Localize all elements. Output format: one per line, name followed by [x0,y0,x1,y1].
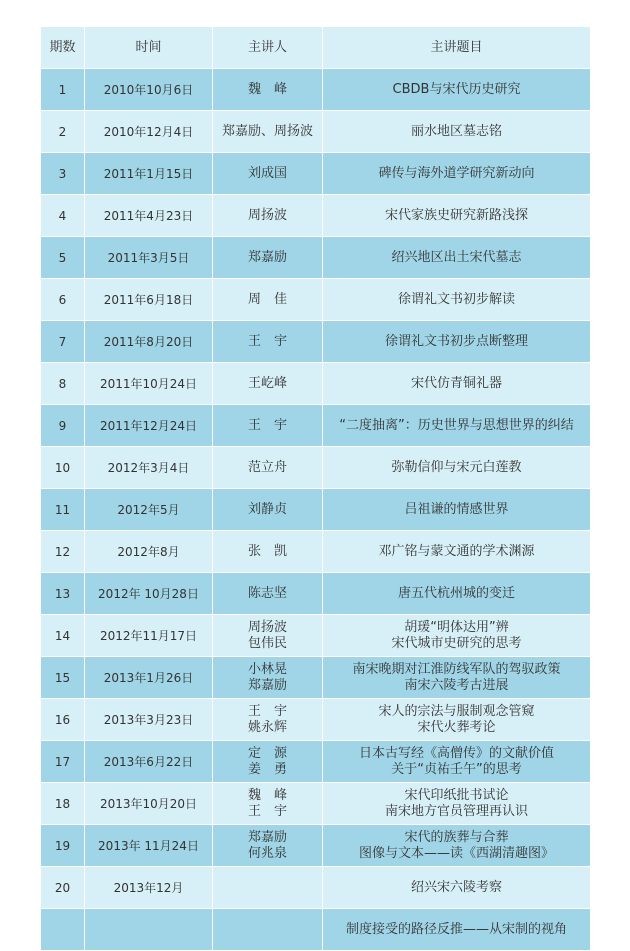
topic-cell [323,615,591,657]
speaker-name: 刘成国 [247,165,287,181]
issue-number-cell [41,867,85,909]
topic-cell [323,237,591,279]
speaker-cell [213,69,323,111]
table-body [41,69,591,951]
topic-title: 徐谓礼文书初步解读 [397,291,515,307]
topic-cell [323,909,591,951]
speaker-cell [213,363,323,405]
issue-number-cell [41,531,85,573]
issue-number: 6 [58,292,67,307]
speaker-name: 何兆泉 [247,845,287,861]
header-issue-no-label: 期数 [49,39,76,55]
date-text: 2013年3月23日 [103,712,194,727]
date-text: 2011年12月24日 [99,418,198,433]
topic-title: 宋代印纸批书试论 [404,787,509,803]
speaker-name: 张 凯 [247,543,287,559]
topic-cell [323,69,591,111]
date-text: 2013年6月22日 [103,754,194,769]
topic-title: 吕祖谦的情感世界 [404,501,509,517]
speaker-cell [213,699,323,741]
table-row [41,825,591,867]
issue-number: 10 [54,460,71,475]
speaker-name: 魏 峰 [247,81,287,97]
issue-number-cell [41,111,85,153]
speaker-cell [213,909,323,951]
table-row [41,69,591,111]
speaker-cell [213,111,323,153]
date-text: 2013年12月 [113,880,184,895]
topic-cell [323,321,591,363]
issue-number-cell [41,699,85,741]
speaker-name: 郑嘉励、周扬波 [221,123,313,139]
speaker-name: 小林晃 [247,661,287,677]
date-cell [85,321,213,363]
speaker-name: 王 宇 [247,703,287,719]
date-cell [85,363,213,405]
issue-number: 16 [54,712,71,727]
topic-cell [323,573,591,615]
topic-title: 弥勒信仰与宋元白莲教 [391,459,522,475]
table-row [41,909,591,951]
issue-number: 18 [54,796,71,811]
date-text: 2011年3月5日 [107,250,190,265]
topic-cell [323,531,591,573]
date-text: 2012年5月 [117,502,180,517]
issue-number-cell [41,783,85,825]
date-cell [85,867,213,909]
speaker-name: 姚永辉 [247,719,287,735]
issue-number-cell [41,741,85,783]
topic-title: 徐谓礼文书初步点断整理 [384,333,528,349]
issue-number-cell [41,321,85,363]
speaker-name: 郑嘉励 [247,249,287,265]
topic-title: 宋代火葬考论 [417,719,496,735]
issue-number: 19 [54,838,71,853]
topic-cell [323,195,591,237]
topic-title: 绍兴地区出土宋代墓志 [391,249,522,265]
header-topic [323,27,591,69]
date-cell [85,699,213,741]
date-cell [85,615,213,657]
issue-number: 15 [54,670,71,685]
issue-number: 12 [54,544,71,559]
table-row [41,867,591,909]
speaker-cell [213,573,323,615]
topic-cell [323,111,591,153]
topic-title: 日本古写经《高僧传》的文献价值 [358,745,554,761]
date-text: 2012年 10月28日 [98,586,199,601]
issue-number: 8 [58,376,67,391]
table-row [41,573,591,615]
speaker-cell [213,489,323,531]
table-row [41,153,591,195]
speaker-cell [213,531,323,573]
date-cell [85,909,213,951]
table-row [41,405,591,447]
speaker-cell [213,195,323,237]
issue-number: 3 [58,166,67,181]
issue-number-cell [41,447,85,489]
topic-title: 宋代仿青铜礼器 [410,375,502,391]
speaker-name: 范立舟 [247,459,287,475]
topic-cell [323,741,591,783]
table-row [41,699,591,741]
speaker-name: 姜 勇 [247,761,287,777]
speaker-name: 包伟民 [247,635,287,651]
speaker-name: 周 佳 [247,291,287,307]
date-cell [85,741,213,783]
issue-number-cell [41,489,85,531]
topic-title: CBDB与宋代历史研究 [392,81,521,97]
date-cell [85,111,213,153]
table-row [41,237,591,279]
topic-title: 宋人的宗法与服制观念管窥 [378,703,535,719]
table-row [41,615,591,657]
issue-number-cell [41,237,85,279]
date-cell [85,195,213,237]
speaker-cell [213,405,323,447]
header-date-label: 时间 [135,39,162,55]
topic-title: 碑传与海外道学研究新动向 [378,165,535,181]
topic-title: 绍兴宋六陵考察 [410,879,502,895]
topic-cell [323,825,591,867]
speaker-name: 陈志坚 [247,585,287,601]
topic-title: 宋代城市史研究的思考 [391,635,522,651]
issue-number: 1 [58,82,67,97]
issue-number-cell [41,405,85,447]
speaker-name: 郑嘉励 [247,829,287,845]
issue-number-cell [41,279,85,321]
date-cell [85,69,213,111]
topic-title: 丽水地区墓志铭 [410,123,502,139]
date-cell [85,531,213,573]
table-row [41,447,591,489]
issue-number: 5 [58,250,67,265]
speaker-name: 郑嘉励 [247,677,287,693]
date-text: 2012年11月17日 [99,628,198,643]
topic-title: 图像与文本——读《西湖清趣图》 [358,845,554,861]
speaker-cell [213,447,323,489]
topic-title: 宋代的族葬与合葬 [404,829,509,845]
topic-title: 邓广铭与蒙文通的学术渊源 [378,543,535,559]
date-text: 2011年6月18日 [103,292,194,307]
table-row [41,741,591,783]
speaker-name: 魏 峰 [247,787,287,803]
topic-cell [323,279,591,321]
table-row [41,531,591,573]
table-row [41,195,591,237]
topic-title: “二度抽离”：历史世界与思想世界的纠结 [339,417,574,433]
table-row [41,783,591,825]
issue-number-cell [41,153,85,195]
topic-cell [323,489,591,531]
speaker-cell [213,783,323,825]
topic-title: 胡瑗“明体达用”辨 [404,619,509,635]
issue-number: 4 [58,208,67,223]
header-speaker [213,27,323,69]
speaker-cell [213,279,323,321]
speaker-cell [213,321,323,363]
topic-cell [323,447,591,489]
speaker-name: 王 宇 [247,417,287,433]
topic-cell [323,405,591,447]
date-cell [85,657,213,699]
issue-number: 17 [54,754,71,769]
header-date [85,27,213,69]
table-row [41,657,591,699]
date-cell [85,279,213,321]
date-text: 2010年12月4日 [103,124,194,139]
speaker-cell [213,153,323,195]
issue-number: 14 [54,628,71,643]
issue-number-cell [41,615,85,657]
table-row [41,363,591,405]
speaker-name: 周扬波 [247,207,287,223]
date-text: 2011年1月15日 [103,166,194,181]
date-cell [85,573,213,615]
speaker-name: 王屹峰 [247,375,287,391]
issue-number-cell [41,825,85,867]
table-row [41,279,591,321]
issue-number-cell [41,363,85,405]
speaker-name: 王 宇 [247,333,287,349]
issue-number: 20 [54,880,71,895]
issue-number: 11 [54,502,71,517]
date-cell [85,447,213,489]
speaker-cell [213,615,323,657]
date-text: 2011年8月20日 [103,334,194,349]
seminar-table-container [40,26,590,951]
speaker-name: 定 源 [247,745,287,761]
topic-title: 制度接受的路径反推——从宋制的视角 [345,921,567,937]
topic-cell [323,657,591,699]
issue-number-cell [41,909,85,951]
header-issue-no [41,27,85,69]
date-cell [85,825,213,867]
topic-cell [323,363,591,405]
topic-title: 南宋六陵考古进展 [404,677,509,693]
speaker-name: 周扬波 [247,619,287,635]
date-text: 2011年4月23日 [103,208,194,223]
table-row [41,489,591,531]
header-speaker-label: 主讲人 [247,39,287,55]
date-text: 2011年10月24日 [99,376,198,391]
date-text: 2012年3月4日 [107,460,190,475]
date-cell [85,405,213,447]
issue-number: 9 [58,418,67,433]
issue-number: 13 [54,586,71,601]
topic-cell [323,867,591,909]
date-text: 2012年8月 [117,544,180,559]
topic-title: 南宋晚期对江淮防线军队的驾驭政策 [352,661,561,677]
date-text: 2013年1月26日 [103,670,194,685]
speaker-cell [213,825,323,867]
speaker-cell [213,867,323,909]
topic-cell [323,699,591,741]
seminar-table [40,26,591,951]
speaker-name: 王 宇 [247,803,287,819]
issue-number-cell [41,69,85,111]
issue-number-cell [41,573,85,615]
topic-title: 关于“贞祐壬午”的思考 [391,761,522,777]
topic-title: 宋代家族史研究新路浅探 [384,207,528,223]
issue-number: 2 [58,124,67,139]
speaker-cell [213,657,323,699]
date-text: 2013年10月20日 [99,796,198,811]
issue-number: 7 [58,334,67,349]
speaker-cell [213,237,323,279]
table-header-row [41,27,591,69]
topic-cell [323,783,591,825]
table-row [41,111,591,153]
issue-number-cell [41,195,85,237]
issue-number-cell [41,657,85,699]
topic-title: 唐五代杭州城的变迁 [397,585,515,601]
speaker-cell [213,741,323,783]
date-cell [85,489,213,531]
date-cell [85,153,213,195]
date-text: 2013年 11月24日 [98,838,199,853]
header-topic-label: 主讲题目 [430,39,483,55]
date-text: 2010年10月6日 [103,82,194,97]
date-cell [85,783,213,825]
date-cell [85,237,213,279]
topic-title: 南宋地方官员管理再认识 [384,803,528,819]
table-row [41,321,591,363]
speaker-name: 刘静贞 [247,501,287,517]
topic-cell [323,153,591,195]
